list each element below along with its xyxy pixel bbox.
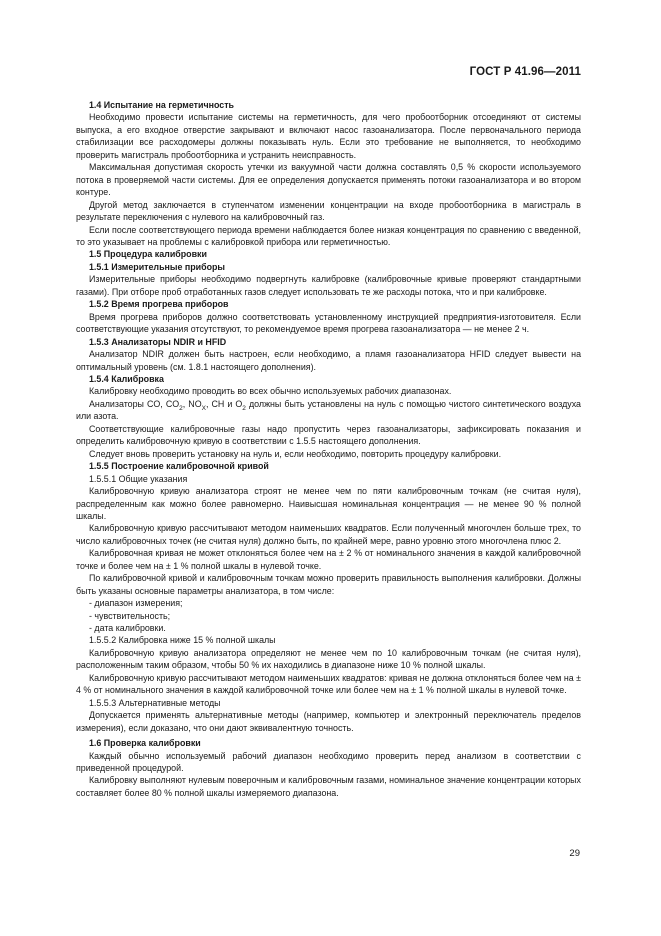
document-code: ГОСТ Р 41.96—2011 — [469, 66, 581, 78]
paragraph: Измерительные приборы необходимо подвергнуть калибровке (калибровочные кривые проверяют стандартными газами). При отборе проб отработанных газов следует использовать те же расходы потока, что и при калибровке. — [76, 274, 581, 297]
subsection-heading-1-5-5-3: 1.5.5.3 Альтернативные методы — [89, 697, 221, 708]
section-heading-1-6: 1.6 Проверка калибровки — [89, 738, 201, 749]
section-heading-1-5-4: 1.5.4 Калибровка — [89, 373, 164, 384]
subsection-heading-1-5-5-2: 1.5.5.2 Калибровка ниже 15 % полной шкалы — [89, 635, 276, 646]
paragraph: Калибровочную кривую рассчитывают методом наименьших квадратов. Если полученный многочлен больше трех, то число калибровочных точек (не считая нуля) должно быть, по крайней мере, равно уровню этого многочлена плюс 2. — [76, 523, 581, 546]
section-heading-1-5-3: 1.5.3 Анализаторы NDIR и HFID — [89, 336, 227, 347]
paragraph: Соответствующие калибровочные газы надо пропустить через газоанализаторы, зафиксировать показания и определить калибровочную кривую в соответствии с 1.5.5 настоящего дополнения. — [76, 423, 581, 447]
paragraph: Калибровку необходимо проводить во всех обычно используемых рабочих диапазонах. — [89, 386, 452, 397]
text-run: , CH и O — [205, 398, 243, 409]
paragraph: Калибровку выполняют нулевым поверочным и калибровочным газами, номинальное значение концентрации которых составляет более 80 % полной шкалы измеряемого диапазона. — [76, 775, 581, 798]
paragraph: Калибровочную кривую рассчитывают методом наименьших квадратов: кривая не должна отклоняться более чем на ± 4 % от номинального значения в каждой калибровочной точке или более чем на ± 1 % полной шкалы в нулевой точке. — [76, 672, 581, 696]
paragraph: По калибровочной кривой и калибровочным точкам можно проверить правильность выполнения калибровки. Должны быть указаны основные параметры анализатора, в том числе: — [76, 573, 581, 596]
subscript: 2 — [242, 404, 246, 412]
paragraph: Анализатор NDIR должен быть настроен, если необходимо, а пламя газоанализатора HFID следует вывести на оптимальный уровень (см. 1.8.1 настоящего дополнения). — [76, 349, 581, 372]
paragraph: Калибровочную кривую анализатора строят не менее чем по пяти калибровочным точкам (не считая нуля), распределенным как можно более равномерно. Наивысшая номинальная концентрация — не менее 90 % полной шкалы. — [76, 486, 581, 521]
paragraph: Время прогрева приборов должно соответствовать установленному инструкцией предприятия-изготовителя. Если соответствующие указания отсутствуют, то рекомендуемое время прогрева газоанализатора — не менее 2 ч. — [76, 311, 581, 335]
paragraph: Необходимо провести испытание системы на герметичность, для чего пробоотборник отсоединяют от системы выпуска, а его входное отверстие закрывают и включают насос газоанализатора. После первоначального периода стабилизации все расходомеры должны показывать нуль. Если это требование не выполняется, то необходимо проверить магистраль пробоотборника и устранить неисправность. — [76, 112, 581, 160]
text-run: Анализаторы CO, CO — [89, 398, 180, 409]
paragraph-analyzers — [76, 398, 581, 423]
paragraph: Калибровочную кривую анализатора определяют не менее чем по 10 калибровочным точкам (не считая нуля), расположенным таким образом, чтобы 50 % их находились в диапазоне ниже 10 % полной шкалы. — [76, 647, 581, 671]
paragraph: Максимальная допустимая скорость утечки из вакуумной части должна составлять 0,5 % скорости используемого потока в проверяемой части системы. Для ее определения допускается применять потоки газоанализатора и во втором контуре. — [76, 162, 581, 198]
paragraph: Если после соответствующего периода времени наблюдается более низкая концентрация по сравнению с введенной, то это указывает на проблемы с калибровкой прибора или герметичностью. — [76, 224, 581, 247]
subsection-heading-1-5-5-1: 1.5.5.1 Общие указания — [89, 473, 188, 484]
paragraph: Другой метод заключается в ступенчатом изменении концентрации на входе пробоотборника в магистраль в результате переключения с нулевого на калибровочный газ. — [76, 199, 581, 223]
list-item: - чувствительность; — [89, 610, 171, 621]
paragraph: Допускается применять альтернативные методы (например, компьютер и электронный переключатель пределов измерения), если доказано, что они дают эквивалентную точность. — [76, 710, 581, 733]
list-item: - диапазон измерения; — [89, 598, 183, 609]
section-heading-1-5: 1.5 Процедура калибровки — [89, 249, 207, 260]
text-run: должны быть установлены на нуль с помощью чистого синтетического воздуха или азота. — [76, 398, 581, 422]
subscript: 2 — [179, 404, 183, 412]
section-heading-1-5-1: 1.5.1 Измерительные приборы — [89, 261, 226, 272]
page-body — [76, 99, 581, 799]
paragraph: Каждый обычно используемый рабочий диапазон необходимо проверить перед анализом в соответствии с приведенной процедурой. — [76, 750, 581, 774]
text-run: , NO — [182, 398, 202, 409]
section-heading-1-4: 1.4 Испытание на герметичность — [89, 100, 234, 110]
list-item: - дата калибровки. — [89, 623, 166, 634]
section-heading-1-5-5: 1.5.5 Построение калибровочной кривой — [89, 461, 269, 472]
paragraph: Калибровочная кривая не может отклоняться более чем на ± 2 % от номинального значения в каждой калибровочной точке и более чем на ± 1 % полной шкалы в нулевой точке. — [76, 548, 581, 571]
page-number: 29 — [569, 848, 580, 859]
section-heading-1-5-2: 1.5.2 Время прогрева приборов — [89, 299, 229, 310]
paragraph: Следует вновь проверить установку на нуль и, если необходимо, повторить процедуру калибровки. — [89, 448, 502, 459]
subscript: X — [201, 404, 206, 412]
